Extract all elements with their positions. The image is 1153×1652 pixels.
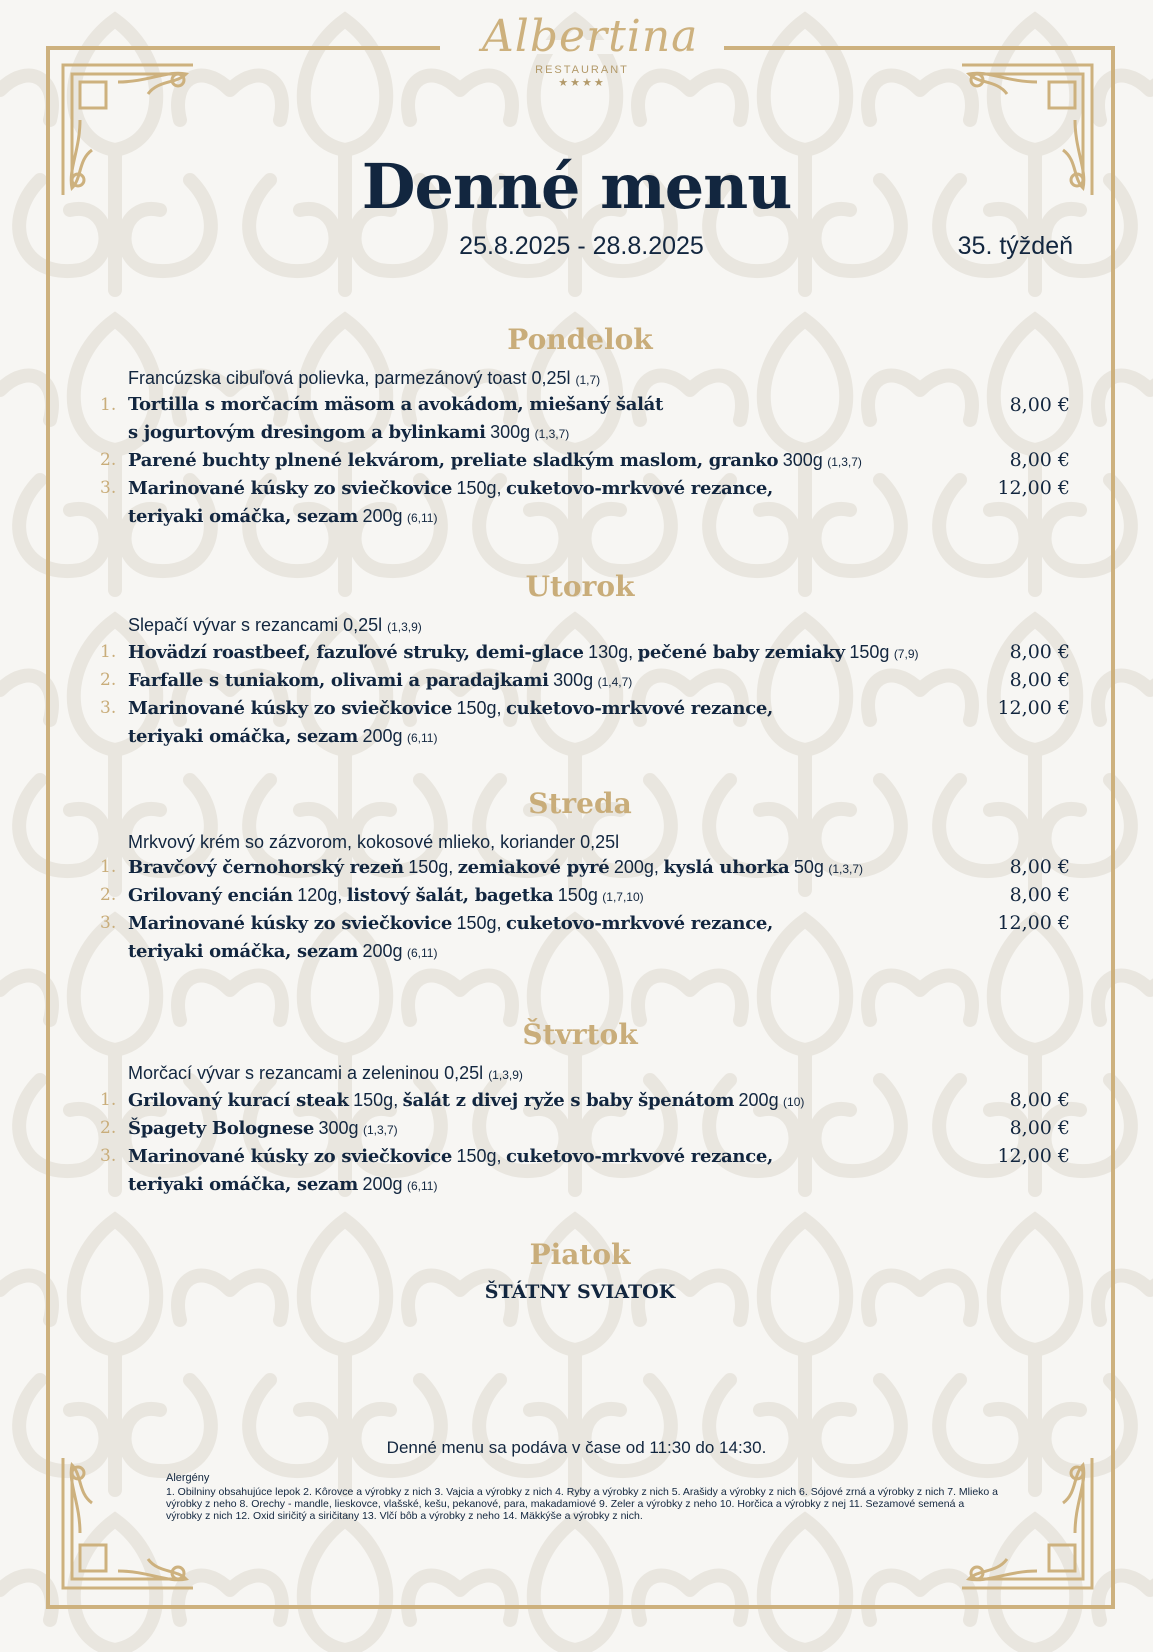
dish-name: Marinované kúsky zo sviečkovice	[128, 698, 453, 719]
dish-weight: 300g	[490, 422, 531, 442]
dish-price: 8,00 €	[1009, 1089, 1070, 1111]
dish-price: 8,00 €	[1009, 669, 1070, 691]
dish-price: 12,00 €	[997, 912, 1070, 934]
dish-allergens: (6,11)	[407, 1179, 438, 1193]
dish-price: 12,00 €	[997, 477, 1070, 499]
dish-weight-1: 150g	[408, 857, 449, 877]
soup-text: Mrkvový krém so zázvorom, kokosové mlieko, koriander 0,25l	[128, 832, 620, 852]
dish-allergens: (7,9)	[893, 647, 919, 661]
menu-item	[90, 667, 1070, 695]
allergens-text: 1. Obilniny obsahujúce lepok 2. Kôrovce a výrobky z nich 3. Vajcia a výrobky z nich 4. Ryby a výrobky z nich 5. Arašidy a výrobky z nich 6. Sójové zrná a výrobky z nich 7. Mlieko a výrobky z neho 8. Orechy - mandle, lieskovce, vlašské, kešu, pekanové, para, makadamiové 9. Zeler a výrobky z neho 10. Horčica a výrobky z nej 11. Sezamové semená a výrobky z nich 12. Oxid siričitý a siričitany 13. Vlčí bôb a výrobky z neho 14. Mäkkýše a výrobky z nich.	[166, 1486, 999, 1522]
dish-weight-1: 150g	[456, 478, 497, 498]
item-number: 2.	[100, 885, 117, 905]
menu-item: 3. Marinované kúsky zo sviečkovice 150g, cuketovo-mrkvové rezance, teriyaki omáčka, sezam 200g (6,11) 12,00 €	[100, 477, 1070, 527]
dish-weight: 150g	[557, 885, 598, 905]
menu-item: 3. Marinované kúsky zo sviečkovice 150g, cuketovo-mrkvové rezance, teriyaki omáčka, sezam 200g (6,11) 12,00 €	[100, 1145, 1070, 1195]
serving-hours: Denné menu sa podáva v čase od 11:30 do 14:30.	[386, 1438, 767, 1457]
dish-weight: 200g	[362, 1174, 403, 1194]
item-number: 2.	[100, 670, 117, 690]
dish-name-b: cuketovo-mrkvové rezance,	[506, 478, 773, 499]
holiday-note: ŠTÁTNY SVIATOK	[484, 1281, 676, 1303]
dish-name-b: šalát z divej ryže s baby špenátom	[402, 1090, 735, 1111]
dish-name: Marinované kúsky zo sviečkovice	[128, 913, 453, 934]
logo-subtitle: RESTAURANT	[535, 64, 629, 76]
dish-allergens: (1,3,7)	[362, 1123, 398, 1137]
logo-script: Albertina	[482, 11, 699, 62]
dish-weight-1: 150g	[456, 698, 497, 718]
dish-allergens: (1,3,7)	[828, 862, 864, 876]
item-number: 3.	[100, 1146, 117, 1166]
item-number: 1.	[100, 395, 117, 415]
item-number: 3.	[100, 698, 117, 718]
menu-item: 3. Marinované kúsky zo sviečkovice 150g, cuketovo-mrkvové rezance, teriyaki omáčka, sezam 200g (6,11) 12,00 €	[100, 697, 1070, 747]
logo-stars: ★★★★	[558, 77, 606, 89]
item-number: 1.	[100, 642, 117, 662]
menu-item	[90, 392, 1070, 447]
dish-name: Marinované kúsky zo sviečkovice	[128, 478, 453, 499]
dish-name-b: zemiakové pyré	[457, 857, 610, 878]
dish-weight: 50g	[793, 857, 824, 877]
soup-allergens: (1,3,9)	[488, 1068, 523, 1082]
dish-name-b: listový šalát, bagetka	[346, 885, 554, 906]
day-wednesday	[90, 787, 1070, 966]
menu-item	[90, 447, 1070, 475]
dish-price: 8,00 €	[1009, 884, 1070, 906]
dish-weight: 200g	[362, 941, 403, 961]
dish-price: 12,00 €	[997, 1145, 1070, 1167]
soup-allergens: (1,3,9)	[387, 620, 422, 634]
menu-item: 2. Grilovaný encián 120g, listový šalát, bagetka 150g (1,7,10) 8,00 €	[100, 884, 1070, 906]
dish-name: Grilovaný encián	[128, 885, 293, 906]
item-number: 1.	[100, 1090, 117, 1110]
dish-name-b: pečené baby zemiaky	[637, 642, 845, 663]
day-friday	[90, 1238, 1070, 1303]
dish-price: 8,00 €	[1009, 394, 1070, 416]
day-name: Streda	[528, 787, 632, 820]
dish-weight-1: 130g	[588, 642, 629, 662]
dish-weight-1: 150g	[456, 913, 497, 933]
dish-weight-1: 120g	[297, 885, 338, 905]
dish-price: 8,00 €	[1009, 1117, 1070, 1139]
soup	[90, 366, 1070, 392]
day-tuesday	[90, 570, 1070, 751]
dish-name-cont: teriyaki omáčka, sezam	[128, 506, 359, 527]
dish-weight-1: 150g	[456, 1146, 497, 1166]
day-monday	[90, 323, 1070, 531]
dish-price: 8,00 €	[1009, 856, 1070, 878]
dish-weight: 300g	[553, 670, 594, 690]
soup-text: Francúzska cibuľová polievka, parmezánový toast 0,25l	[128, 368, 571, 388]
day-name: Piatok	[529, 1238, 631, 1271]
item-number: 2.	[100, 450, 117, 470]
dish-allergens: (10)	[783, 1095, 805, 1109]
dish-allergens: (1,7,10)	[602, 890, 644, 904]
dish-weight: 300g	[318, 1118, 359, 1138]
dish-allergens: (6,11)	[407, 731, 438, 745]
week-number: 35. týždeň	[957, 232, 1073, 260]
day-name: Štvrtok	[522, 1018, 638, 1051]
dish-name: Farfalle s tuniakom, olivami a paradajkami	[128, 670, 549, 691]
dish-weight-1: 150g	[353, 1090, 394, 1110]
menu-item: 1. Bravčový černohorský rezeň 150g, zemiakové pyré 200g, kyslá uhorka 50g (1,3,7) 8,00 €	[100, 856, 1070, 878]
item-number: 1.	[100, 857, 117, 877]
allergens-legend	[166, 1472, 1002, 1522]
dish-allergens: (1,3,7)	[534, 427, 570, 441]
dish-name-b: cuketovo-mrkvové rezance,	[506, 913, 773, 934]
soup-text: Morčací vývar s rezancami a zeleninou 0,25l	[128, 1063, 484, 1083]
dish-price: 8,00 €	[1009, 449, 1070, 471]
dish-name-cont: s jogurtovým dresingom a bylinkami	[128, 422, 486, 443]
soup	[90, 830, 1070, 854]
dish-name: Parené buchty plnené lekvárom, preliate sladkým maslom, granko	[128, 450, 779, 471]
dish-weight: 300g	[782, 450, 823, 470]
soup-allergens: (1,7)	[575, 373, 601, 387]
dish-name: Bravčový černohorský rezeň	[128, 857, 404, 878]
dish-name-cont: teriyaki omáčka, sezam	[128, 1174, 359, 1195]
dish-name: Tortilla s morčacím mäsom a avokádom, miešaný šalát	[128, 394, 664, 415]
dish-weight: 200g	[362, 506, 403, 526]
dish-name: Grilovaný kurací steak	[128, 1090, 349, 1111]
day-thursday	[90, 1018, 1070, 1199]
dish-price: 8,00 €	[1009, 641, 1070, 663]
dish-price: 12,00 €	[997, 697, 1070, 719]
dish-weight-2: 200g	[613, 857, 654, 877]
date-range: 25.8.2025 - 28.8.2025	[459, 232, 704, 260]
dish-name: Špagety Bolognese	[128, 1118, 315, 1139]
dish-name-cont: teriyaki omáčka, sezam	[128, 941, 359, 962]
dish-name-cont: teriyaki omáčka, sezam	[128, 726, 359, 747]
item-number: 3.	[100, 478, 117, 498]
menu-item: 3. Marinované kúsky zo sviečkovice 150g, cuketovo-mrkvové rezance, teriyaki omáčka, sezam 200g (6,11) 12,00 €	[100, 912, 1070, 962]
soup	[90, 613, 1070, 639]
day-name: Utorok	[525, 570, 635, 603]
dish-weight: 200g	[362, 726, 403, 746]
menu-item	[90, 1115, 1070, 1143]
dish-weight: 200g	[738, 1090, 779, 1110]
dish-allergens: (6,11)	[407, 511, 438, 525]
dish-name-b: cuketovo-mrkvové rezance,	[506, 1146, 773, 1167]
dish-allergens: (1,4,7)	[597, 675, 633, 689]
allergens-title: Alergény	[166, 1472, 210, 1484]
page-title: Denné menu	[361, 150, 792, 223]
dish-weight: 150g	[849, 642, 890, 662]
menu-item: 1. Grilovaný kurací steak 150g, šalát z divej ryže s baby špenátom 200g (10) 8,00 €	[100, 1089, 1070, 1111]
dish-name-b: cuketovo-mrkvové rezance,	[506, 698, 773, 719]
dish-allergens: (1,3,7)	[827, 455, 862, 469]
item-number: 3.	[100, 913, 117, 933]
menu-item: 1. Hovädzí roastbeef, fazuľové struky, demi-glace 130g, pečené baby zemiaky 150g (7,9) 8,00 €	[100, 641, 1070, 663]
dish-name-c: kyslá uhorka	[663, 857, 790, 878]
item-number: 2.	[100, 1118, 117, 1138]
dish-allergens: (6,11)	[407, 946, 438, 960]
day-name: Pondelok	[507, 323, 653, 356]
dish-name: Hovädzí roastbeef, fazuľové struky, demi-glace	[128, 642, 584, 663]
soup-text: Slepačí vývar s rezancami 0,25l	[128, 615, 383, 635]
dish-name: Marinované kúsky zo sviečkovice	[128, 1146, 453, 1167]
soup	[90, 1061, 1070, 1087]
